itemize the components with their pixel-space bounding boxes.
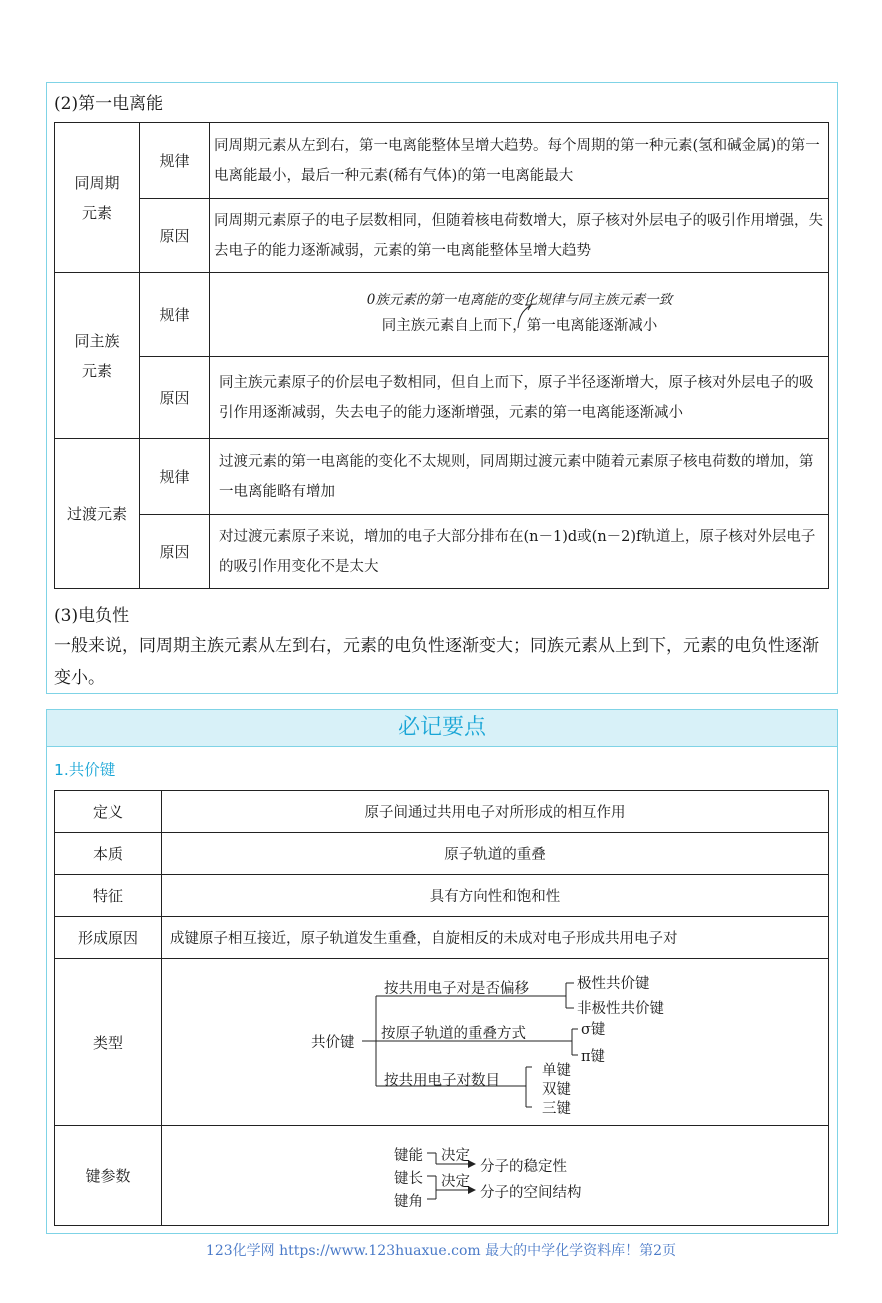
tree-leaf: 双键 [542, 1082, 571, 1098]
section-title-ionization: (2)第一电离能 [54, 94, 164, 114]
param-result: 分子的空间结构 [480, 1185, 582, 1201]
reason-label: 原因 [140, 515, 210, 589]
tree-criterion: 按共用电子对数目 [384, 1073, 500, 1089]
covalent-bond-title: 1.共价键 [54, 761, 116, 779]
footer-link[interactable]: 123化学网 https://www.123huaxue.com 最大的中学化学资料库！第2页 [205, 1243, 677, 1259]
reason-label: 原因 [140, 357, 210, 439]
rule-label: 规律 [140, 273, 210, 357]
decides-label: 决定 [441, 1148, 470, 1164]
param-result: 分子的稳定性 [480, 1159, 567, 1175]
row-value: 具有方向性和饱和性 [162, 875, 829, 917]
tree-leaf: 非极性共价键 [577, 1001, 664, 1017]
electronegativity-text: 一般来说，同周期主族元素从左到右，元素的电负性逐渐变大；同族元素从上到下，元素的电负性逐渐变小。 [54, 636, 819, 688]
row-label: 类型 [55, 959, 162, 1126]
reason-text: 对过渡元素原子来说，增加的电子大部分排布在(n－1)d或(n－2)f轨道上，原子核对外层电子的吸引作用变化不是太大 [210, 515, 829, 589]
reason-text: 同主族元素原子的价层电子数相同，但自上而下，原子半径逐渐增大，原子核对外层电子的吸引作用逐渐减弱，失去电子的能力逐渐增强，元素的第一电离能逐渐减小 [210, 357, 829, 439]
param-item: 键长 [394, 1171, 423, 1187]
group-label: 同主族元素 [74, 331, 120, 380]
reason-label: 原因 [140, 199, 210, 273]
annotation-text: 0族元素的第一电离能的变化规律与同主族元素一致 [366, 291, 673, 308]
rule-text: 同周期元素从左到右，第一电离能整体呈增大趋势。每个周期的第一种元素(氢和碱金属)的第一电离能最小，最后一种元素(稀有气体)的第一电离能最大 [210, 123, 829, 199]
row-label: 形成原因 [55, 917, 162, 959]
tree-leaf: 极性共价键 [577, 976, 650, 992]
tree-leaf: 三键 [542, 1101, 571, 1117]
param-item: 键能 [394, 1148, 423, 1164]
row-label: 键参数 [55, 1126, 162, 1226]
tree-criterion: 按共用电子对是否偏移 [384, 981, 529, 997]
tree-leaf: π键 [581, 1049, 606, 1065]
group-cell: 过渡元素 [55, 439, 140, 589]
param-item: 键角 [394, 1194, 423, 1210]
rule-label: 规律 [140, 123, 210, 199]
rule-text: 同主族元素自上而下，第一电离能逐渐减小 [381, 317, 658, 334]
tree-root: 共价键 [311, 1035, 355, 1051]
group-label: 同周期元素 [74, 173, 120, 222]
row-value: 成键原子相互接近，原子轨道发生重叠，自旋相反的未成对电子形成共用电子对 [162, 917, 829, 959]
key-points-header: 必记要点 [46, 709, 838, 747]
row-label: 特征 [55, 875, 162, 917]
row-label: 本质 [55, 833, 162, 875]
reason-text: 同周期元素原子的电子层数相同，但随着核电荷数增大，原子核对外层电子的吸引作用增强，失去电子的能力逐渐减弱，元素的第一电离能整体呈增大趋势 [210, 199, 829, 273]
rule-text: 过渡元素的第一电离能的变化不太规则，同周期过渡元素中随着元素原子核电荷数的增加，第一电离能略有增加 [210, 439, 829, 515]
decides-label: 决定 [441, 1174, 470, 1190]
section-title-electronegativity: (3)电负性 [54, 606, 130, 626]
row-label: 定义 [55, 791, 162, 833]
tree-leaf: σ键 [581, 1022, 606, 1038]
tree-leaf: 单键 [542, 1063, 571, 1079]
row-value: 原子间通过共用电子对所形成的相互作用 [162, 791, 829, 833]
rule-label: 规律 [140, 439, 210, 515]
tree-criterion: 按原子轨道的重叠方式 [381, 1026, 526, 1042]
row-value: 原子轨道的重叠 [162, 833, 829, 875]
